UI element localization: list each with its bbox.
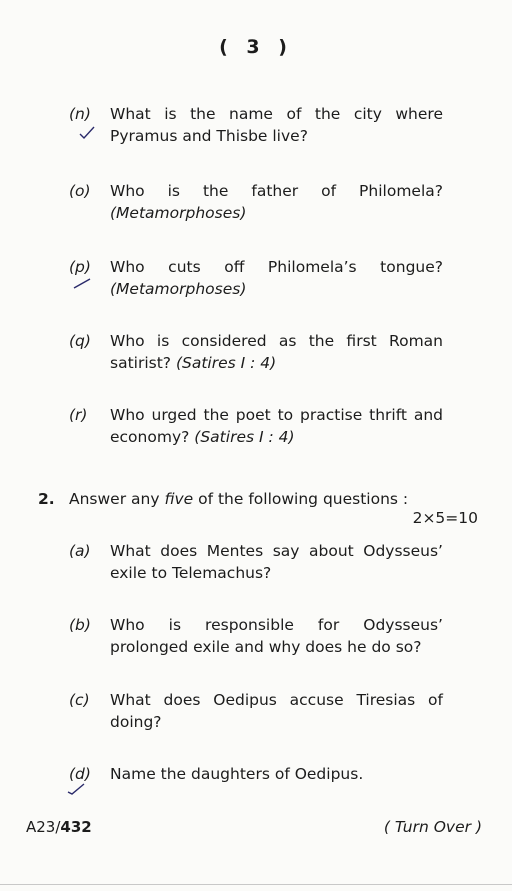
turn-over-note: ( Turn Over ) — [383, 818, 482, 836]
item-text: Name the daughters of Oedipus. — [110, 765, 364, 783]
item-label: (q) — [69, 332, 91, 350]
item-reference: (Satires I : 4) — [194, 428, 295, 446]
page-edge-divider — [0, 884, 512, 885]
paper-code: A23/432 — [26, 818, 92, 836]
item-text: What does Mentes say about Odysseus’ exile to Telemachus? — [110, 542, 443, 582]
instruction-text-start: Answer any — [69, 490, 165, 508]
instruction-emphasis: five — [164, 490, 194, 508]
item-text-wrap — [110, 404, 443, 448]
check-mark-icon — [66, 780, 86, 796]
item-label: (d) — [69, 765, 91, 783]
item-label: (b) — [69, 616, 91, 634]
item-text: Who urged the poet to practise thrift and economy? — [110, 406, 443, 446]
page-number: ( 3 ) — [219, 36, 293, 58]
item-text-wrap — [110, 180, 443, 224]
item-text: What is the name of the city where Pyramus and Thisbe live? — [110, 105, 443, 145]
item-text: Who cuts off Philomela’s tongue? — [110, 258, 443, 276]
item-label: (a) — [69, 542, 91, 560]
check-mark-icon — [78, 124, 96, 140]
item-text: Who is considered as the first Roman satirist? — [110, 332, 443, 372]
item-label: (p) — [69, 258, 91, 276]
item-reference: (Metamorphoses) — [110, 204, 247, 222]
question-number: 2. — [38, 490, 55, 508]
item-reference: (Metamorphoses) — [110, 280, 247, 298]
instruction-text-end: of the following questions : — [193, 490, 409, 508]
paper-code-number: 432 — [60, 818, 92, 836]
item-text-wrap — [110, 256, 443, 300]
item-label: (n) — [69, 105, 91, 123]
item-label: (c) — [69, 691, 90, 709]
item-text: What does Oedipus accuse Tiresias of doing? — [110, 691, 443, 731]
item-reference: (Satires I : 4) — [175, 354, 277, 372]
pen-stroke-icon — [72, 276, 92, 290]
marks-allocation: 2×5=10 — [412, 509, 478, 527]
item-label: (r) — [69, 406, 88, 424]
item-text: Who is responsible for Odysseus’ prolonged exile and why does he do so? — [110, 616, 443, 656]
item-text-wrap — [110, 330, 443, 374]
question-instruction — [69, 488, 449, 510]
paper-code-prefix: A23 — [26, 818, 56, 836]
item-label: (o) — [69, 182, 91, 200]
item-text: Who is the father of Philomela? — [110, 182, 443, 200]
